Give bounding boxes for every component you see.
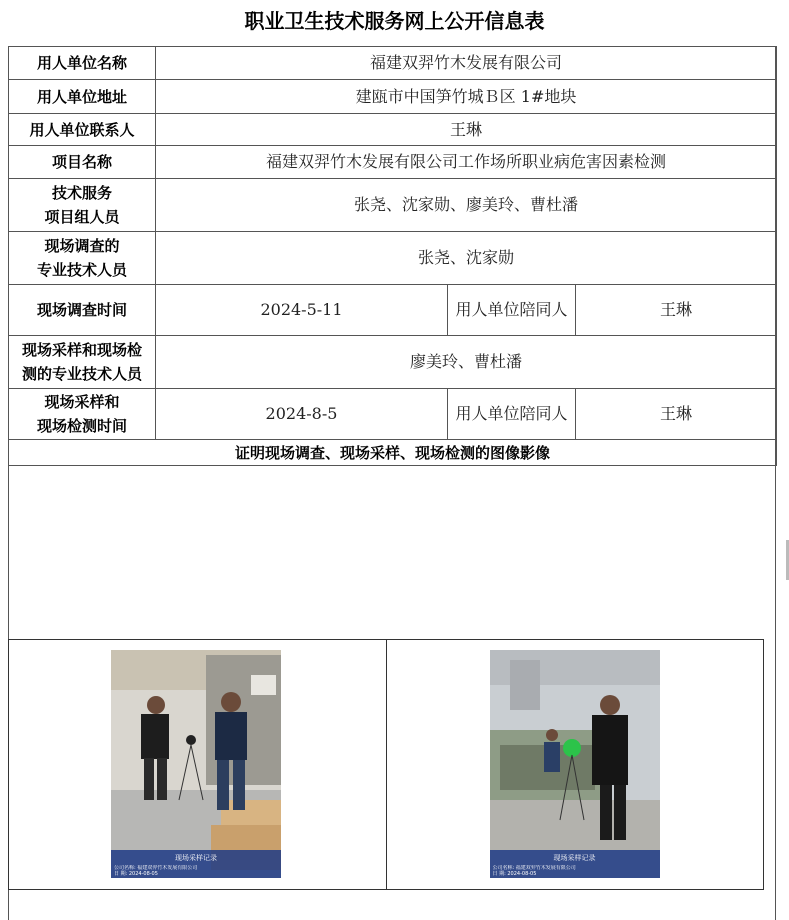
photo-2-meta-line1: 公司名称: 福建双羿竹木发展有限公司 bbox=[492, 865, 576, 871]
row-survey-staff bbox=[9, 232, 777, 285]
row-unit-name bbox=[9, 47, 777, 80]
images-caption: 证明现场调查、现场采样、现场检测的图像影像 bbox=[9, 440, 777, 466]
page-title: 职业卫生技术服务网上公开信息表 bbox=[244, 9, 545, 33]
team-value: 张尧、沈家勋、廖美玲、曹杜潘 bbox=[156, 179, 777, 232]
unit-address-label: 用人单位地址 bbox=[9, 80, 156, 114]
survey-companion-label: 用人单位陪同人 bbox=[448, 285, 576, 336]
photo-grid bbox=[8, 639, 764, 890]
photo-1-meta-line2: 日 期: 2024-08-05 bbox=[114, 871, 158, 877]
sampling-companion-value: 王琳 bbox=[576, 389, 777, 440]
contact-label: 用人单位联系人 bbox=[9, 114, 156, 146]
sampling-companion-label: 用人单位陪同人 bbox=[448, 389, 576, 440]
photo-1-meta-line1: 公司名称: 福建双羿竹木发展有限公司 bbox=[114, 865, 198, 871]
photo-cell-right bbox=[386, 640, 764, 889]
team-label-line1: 技术服务 bbox=[51, 184, 112, 202]
info-table bbox=[8, 46, 777, 466]
photo-1-banner: 现场采样记录 bbox=[175, 854, 217, 862]
site-photo-2 bbox=[490, 650, 660, 878]
team-label bbox=[9, 179, 156, 232]
survey-time-label: 现场调查时间 bbox=[9, 285, 156, 336]
row-team bbox=[9, 179, 777, 232]
sampling-staff-label-line1: 现场采样和现场检 bbox=[21, 341, 142, 359]
row-project bbox=[9, 146, 777, 179]
unit-name-label: 用人单位名称 bbox=[9, 47, 156, 80]
sampling-staff-value: 廖美玲、曹杜潘 bbox=[156, 336, 777, 389]
project-value: 福建双羿竹木发展有限公司工作场所职业病危害因素检测 bbox=[156, 146, 777, 179]
unit-address-value: 建瓯市中国笋竹城Ｂ区 1#地块 bbox=[156, 80, 777, 114]
sampling-time-value: 2024-8-5 bbox=[156, 389, 448, 440]
site-photo-1 bbox=[111, 650, 281, 878]
survey-staff-label bbox=[9, 232, 156, 285]
row-sampling-time bbox=[9, 389, 777, 440]
site-photo-1-image bbox=[111, 650, 281, 878]
survey-staff-label-line1: 现场调查的 bbox=[44, 237, 120, 255]
row-contact bbox=[9, 114, 777, 146]
survey-companion-value: 王琳 bbox=[576, 285, 777, 336]
photo-2-meta bbox=[493, 865, 653, 877]
photo-2-meta-line2: 日 期: 2024-08-05 bbox=[492, 871, 537, 877]
unit-name-value: 福建双羿竹木发展有限公司 bbox=[156, 47, 777, 80]
row-survey-time bbox=[9, 285, 777, 336]
row-unit-address bbox=[9, 80, 777, 114]
sampling-time-label-line1: 现场采样和 bbox=[44, 393, 120, 411]
sampling-time-label bbox=[9, 389, 156, 440]
survey-staff-label-line2: 专业技术人员 bbox=[36, 261, 127, 279]
sampling-staff-label bbox=[9, 336, 156, 389]
survey-time-value: 2024-5-11 bbox=[156, 285, 448, 336]
row-sampling-staff bbox=[9, 336, 777, 389]
sampling-time-label-line2: 现场检测时间 bbox=[36, 417, 127, 435]
photo-2-banner: 现场采样记录 bbox=[553, 854, 596, 862]
survey-staff-value: 张尧、沈家勋 bbox=[156, 232, 777, 285]
photo-cell-left bbox=[9, 640, 386, 889]
photo-1-meta bbox=[114, 865, 274, 877]
row-images-caption bbox=[9, 440, 777, 466]
site-photo-2-image bbox=[490, 650, 660, 878]
project-label: 项目名称 bbox=[9, 146, 156, 179]
team-label-line2: 项目组人员 bbox=[44, 208, 120, 226]
contact-value: 王琳 bbox=[156, 114, 777, 146]
sampling-staff-label-line2: 测的专业技术人员 bbox=[21, 365, 142, 383]
